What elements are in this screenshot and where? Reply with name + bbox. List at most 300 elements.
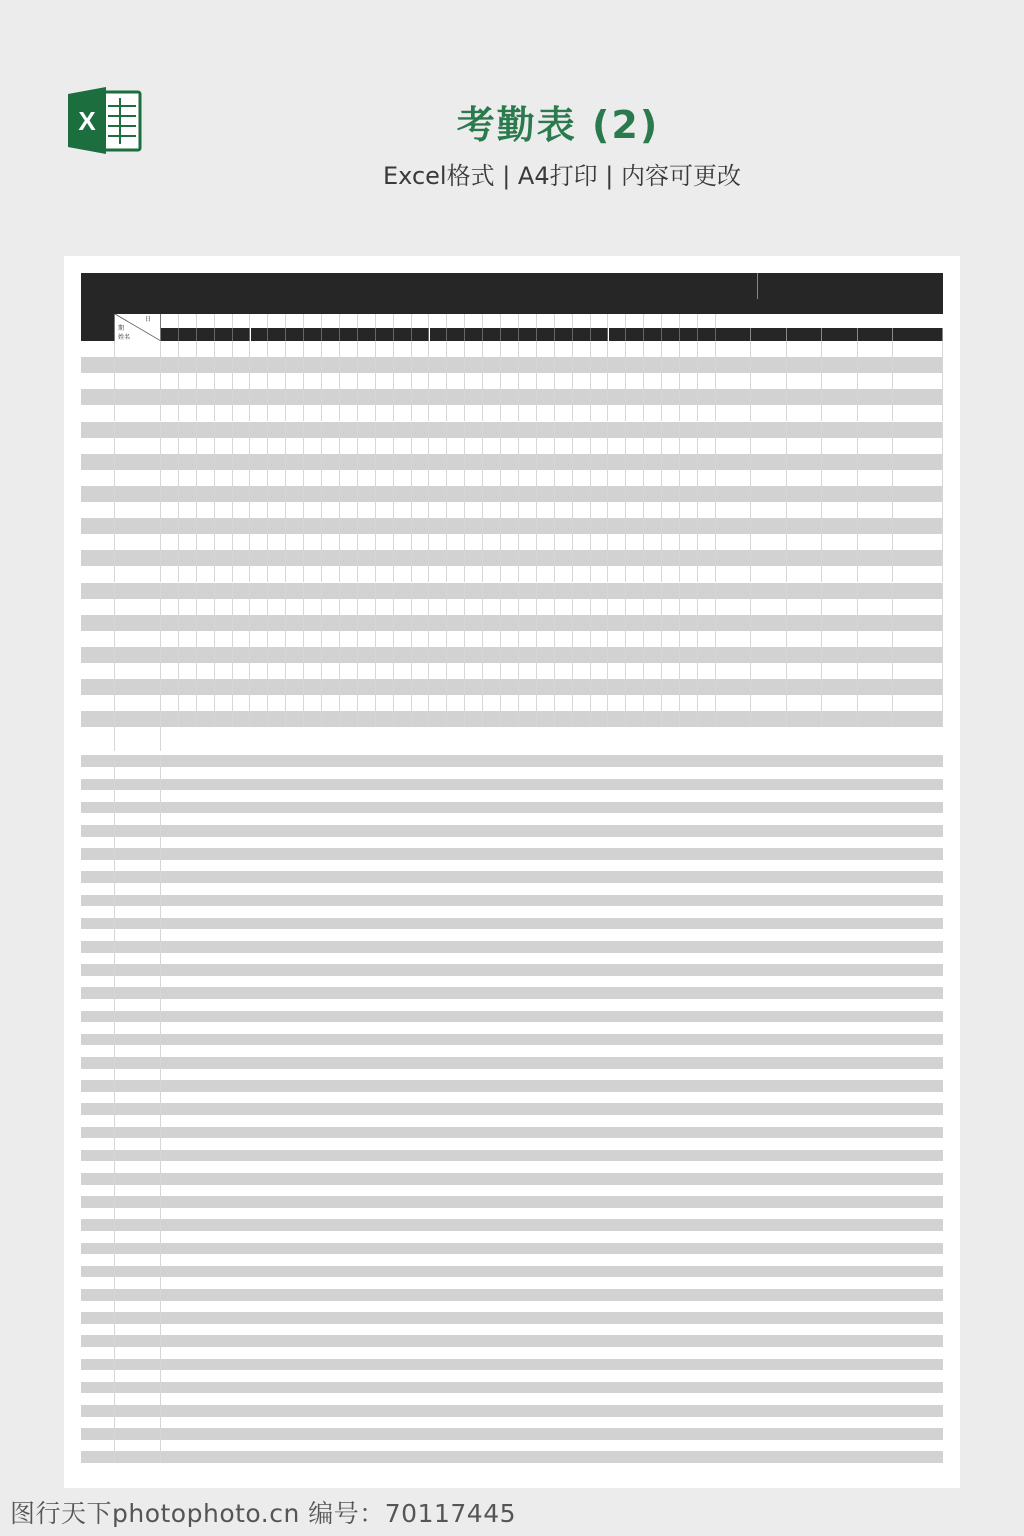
- attendance-mark[interactable]: [626, 422, 644, 438]
- attendance-mark[interactable]: [340, 534, 358, 550]
- attendance-mark[interactable]: [197, 534, 215, 550]
- attendance-mark[interactable]: [197, 341, 215, 357]
- attendance-mark[interactable]: [179, 389, 197, 405]
- attendance-mark[interactable]: [233, 711, 251, 727]
- attendance-mark[interactable]: [537, 389, 555, 405]
- attendance-mark[interactable]: [591, 357, 609, 373]
- attendance-mark[interactable]: [161, 389, 179, 405]
- attendance-mark[interactable]: [412, 550, 430, 566]
- attendance-mark[interactable]: [644, 647, 662, 663]
- attendance-mark[interactable]: [215, 599, 233, 615]
- attendance-mark[interactable]: [251, 583, 269, 599]
- attendance-mark[interactable]: [501, 357, 519, 373]
- attendance-mark[interactable]: [376, 341, 394, 357]
- attendance-mark[interactable]: [483, 679, 501, 695]
- attendance-mark[interactable]: [626, 599, 644, 615]
- attendance-mark[interactable]: [322, 647, 340, 663]
- attendance-mark[interactable]: [358, 486, 376, 502]
- attendance-mark[interactable]: [483, 615, 501, 631]
- attendance-mark[interactable]: [376, 599, 394, 615]
- attendance-mark[interactable]: [197, 615, 215, 631]
- attendance-mark[interactable]: [251, 470, 269, 486]
- attendance-mark[interactable]: [304, 486, 322, 502]
- attendance-mark[interactable]: [465, 615, 483, 631]
- attendance-mark[interactable]: [251, 373, 269, 389]
- attendance-mark[interactable]: [573, 695, 591, 711]
- attendance-mark[interactable]: [233, 615, 251, 631]
- attendance-mark[interactable]: [197, 647, 215, 663]
- attendance-mark[interactable]: [519, 583, 537, 599]
- attendance-mark[interactable]: [430, 583, 448, 599]
- attendance-mark[interactable]: [537, 583, 555, 599]
- attendance-mark[interactable]: [197, 357, 215, 373]
- attendance-mark[interactable]: [447, 583, 465, 599]
- attendance-mark[interactable]: [662, 615, 680, 631]
- attendance-mark[interactable]: [304, 663, 322, 679]
- attendance-mark[interactable]: [161, 438, 179, 454]
- attendance-mark[interactable]: [519, 695, 537, 711]
- attendance-mark[interactable]: [483, 566, 501, 582]
- attendance-mark[interactable]: [519, 357, 537, 373]
- attendance-mark[interactable]: [447, 647, 465, 663]
- attendance-mark[interactable]: [483, 373, 501, 389]
- attendance-mark[interactable]: [555, 679, 573, 695]
- attendance-mark[interactable]: [251, 647, 269, 663]
- attendance-mark[interactable]: [501, 454, 519, 470]
- attendance-mark[interactable]: [501, 502, 519, 518]
- attendance-mark[interactable]: [662, 566, 680, 582]
- attendance-mark[interactable]: [268, 486, 286, 502]
- row-name[interactable]: [115, 341, 161, 357]
- attendance-mark[interactable]: [573, 534, 591, 550]
- attendance-mark[interactable]: [304, 679, 322, 695]
- attendance-mark[interactable]: [268, 583, 286, 599]
- attendance-mark[interactable]: [233, 454, 251, 470]
- attendance-mark[interactable]: [465, 389, 483, 405]
- attendance-mark[interactable]: [483, 341, 501, 357]
- attendance-mark[interactable]: [340, 647, 358, 663]
- attendance-mark[interactable]: [430, 518, 448, 534]
- attendance-mark[interactable]: [412, 405, 430, 421]
- attendance-mark[interactable]: [519, 502, 537, 518]
- attendance-mark[interactable]: [644, 711, 662, 727]
- attendance-mark[interactable]: [161, 647, 179, 663]
- attendance-mark[interactable]: [609, 583, 627, 599]
- attendance-mark[interactable]: [662, 599, 680, 615]
- attendance-mark[interactable]: [376, 663, 394, 679]
- attendance-mark[interactable]: [519, 631, 537, 647]
- attendance-mark[interactable]: [394, 647, 412, 663]
- attendance-mark[interactable]: [537, 711, 555, 727]
- attendance-mark[interactable]: [340, 341, 358, 357]
- attendance-mark[interactable]: [609, 550, 627, 566]
- attendance-mark[interactable]: [644, 695, 662, 711]
- attendance-mark[interactable]: [555, 422, 573, 438]
- attendance-mark[interactable]: [161, 405, 179, 421]
- attendance-mark[interactable]: [465, 695, 483, 711]
- attendance-mark[interactable]: [286, 583, 304, 599]
- attendance-mark[interactable]: [394, 454, 412, 470]
- attendance-mark[interactable]: [322, 631, 340, 647]
- attendance-mark[interactable]: [340, 550, 358, 566]
- attendance-mark[interactable]: [340, 486, 358, 502]
- attendance-mark[interactable]: [322, 373, 340, 389]
- attendance-mark[interactable]: [698, 695, 716, 711]
- attendance-mark[interactable]: [215, 405, 233, 421]
- attendance-mark[interactable]: [555, 663, 573, 679]
- attendance-mark[interactable]: [161, 486, 179, 502]
- attendance-mark[interactable]: [340, 566, 358, 582]
- attendance-mark[interactable]: [197, 405, 215, 421]
- attendance-mark[interactable]: [501, 341, 519, 357]
- attendance-mark[interactable]: [179, 486, 197, 502]
- attendance-mark[interactable]: [268, 695, 286, 711]
- attendance-mark[interactable]: [197, 486, 215, 502]
- attendance-mark[interactable]: [304, 550, 322, 566]
- attendance-mark[interactable]: [519, 663, 537, 679]
- attendance-mark[interactable]: [591, 663, 609, 679]
- attendance-mark[interactable]: [268, 647, 286, 663]
- attendance-mark[interactable]: [591, 679, 609, 695]
- attendance-mark[interactable]: [537, 518, 555, 534]
- attendance-mark[interactable]: [537, 550, 555, 566]
- attendance-mark[interactable]: [555, 534, 573, 550]
- attendance-mark[interactable]: [465, 341, 483, 357]
- attendance-mark[interactable]: [609, 679, 627, 695]
- attendance-mark[interactable]: [322, 341, 340, 357]
- attendance-mark[interactable]: [626, 518, 644, 534]
- attendance-mark[interactable]: [447, 518, 465, 534]
- attendance-mark[interactable]: [197, 550, 215, 566]
- attendance-mark[interactable]: [662, 486, 680, 502]
- attendance-mark[interactable]: [430, 373, 448, 389]
- attendance-mark[interactable]: [376, 470, 394, 486]
- attendance-mark[interactable]: [179, 615, 197, 631]
- attendance-mark[interactable]: [358, 615, 376, 631]
- attendance-mark[interactable]: [412, 711, 430, 727]
- attendance-mark[interactable]: [376, 422, 394, 438]
- attendance-mark[interactable]: [698, 438, 716, 454]
- attendance-mark[interactable]: [430, 550, 448, 566]
- attendance-mark[interactable]: [447, 599, 465, 615]
- attendance-mark[interactable]: [501, 470, 519, 486]
- attendance-mark[interactable]: [304, 357, 322, 373]
- attendance-mark[interactable]: [412, 486, 430, 502]
- attendance-mark[interactable]: [286, 615, 304, 631]
- attendance-mark[interactable]: [573, 566, 591, 582]
- attendance-mark[interactable]: [233, 438, 251, 454]
- attendance-mark[interactable]: [340, 518, 358, 534]
- attendance-mark[interactable]: [161, 341, 179, 357]
- attendance-mark[interactable]: [322, 518, 340, 534]
- attendance-mark[interactable]: [268, 470, 286, 486]
- attendance-mark[interactable]: [447, 470, 465, 486]
- attendance-mark[interactable]: [215, 502, 233, 518]
- attendance-mark[interactable]: [698, 679, 716, 695]
- attendance-mark[interactable]: [555, 486, 573, 502]
- attendance-mark[interactable]: [197, 663, 215, 679]
- attendance-mark[interactable]: [251, 341, 269, 357]
- attendance-mark[interactable]: [322, 422, 340, 438]
- attendance-mark[interactable]: [412, 631, 430, 647]
- attendance-mark[interactable]: [286, 695, 304, 711]
- attendance-mark[interactable]: [340, 357, 358, 373]
- attendance-mark[interactable]: [358, 454, 376, 470]
- attendance-mark[interactable]: [537, 534, 555, 550]
- attendance-mark[interactable]: [609, 405, 627, 421]
- attendance-mark[interactable]: [268, 518, 286, 534]
- attendance-mark[interactable]: [304, 647, 322, 663]
- attendance-mark[interactable]: [251, 357, 269, 373]
- attendance-mark[interactable]: [698, 663, 716, 679]
- attendance-mark[interactable]: [698, 389, 716, 405]
- attendance-mark[interactable]: [483, 534, 501, 550]
- attendance-mark[interactable]: [215, 454, 233, 470]
- attendance-mark[interactable]: [698, 502, 716, 518]
- attendance-mark[interactable]: [268, 566, 286, 582]
- attendance-mark[interactable]: [501, 566, 519, 582]
- attendance-mark[interactable]: [286, 422, 304, 438]
- attendance-mark[interactable]: [519, 405, 537, 421]
- attendance-mark[interactable]: [268, 631, 286, 647]
- attendance-mark[interactable]: [376, 486, 394, 502]
- attendance-mark[interactable]: [394, 566, 412, 582]
- attendance-mark[interactable]: [394, 631, 412, 647]
- attendance-mark[interactable]: [573, 357, 591, 373]
- attendance-mark[interactable]: [447, 454, 465, 470]
- attendance-mark[interactable]: [394, 679, 412, 695]
- attendance-mark[interactable]: [251, 550, 269, 566]
- attendance-mark[interactable]: [680, 663, 698, 679]
- attendance-mark[interactable]: [662, 711, 680, 727]
- attendance-mark[interactable]: [251, 405, 269, 421]
- attendance-mark[interactable]: [465, 486, 483, 502]
- row-name[interactable]: [115, 454, 161, 470]
- attendance-mark[interactable]: [609, 631, 627, 647]
- row-name[interactable]: [115, 470, 161, 486]
- attendance-mark[interactable]: [179, 695, 197, 711]
- attendance-mark[interactable]: [430, 389, 448, 405]
- attendance-mark[interactable]: [591, 647, 609, 663]
- attendance-mark[interactable]: [519, 679, 537, 695]
- attendance-mark[interactable]: [573, 486, 591, 502]
- attendance-mark[interactable]: [483, 405, 501, 421]
- attendance-mark[interactable]: [179, 373, 197, 389]
- attendance-mark[interactable]: [644, 373, 662, 389]
- attendance-mark[interactable]: [286, 566, 304, 582]
- attendance-mark[interactable]: [286, 373, 304, 389]
- attendance-mark[interactable]: [268, 599, 286, 615]
- attendance-mark[interactable]: [537, 663, 555, 679]
- attendance-mark[interactable]: [465, 454, 483, 470]
- attendance-mark[interactable]: [215, 373, 233, 389]
- attendance-mark[interactable]: [555, 711, 573, 727]
- attendance-mark[interactable]: [304, 615, 322, 631]
- attendance-mark[interactable]: [233, 599, 251, 615]
- attendance-mark[interactable]: [340, 615, 358, 631]
- attendance-mark[interactable]: [501, 389, 519, 405]
- attendance-mark[interactable]: [680, 389, 698, 405]
- row-name[interactable]: [115, 583, 161, 599]
- attendance-mark[interactable]: [680, 341, 698, 357]
- attendance-mark[interactable]: [698, 711, 716, 727]
- row-name[interactable]: [115, 695, 161, 711]
- attendance-mark[interactable]: [501, 679, 519, 695]
- attendance-mark[interactable]: [376, 647, 394, 663]
- attendance-mark[interactable]: [394, 438, 412, 454]
- attendance-mark[interactable]: [376, 389, 394, 405]
- attendance-mark[interactable]: [519, 518, 537, 534]
- attendance-mark[interactable]: [644, 583, 662, 599]
- row-name[interactable]: [115, 566, 161, 582]
- attendance-mark[interactable]: [179, 405, 197, 421]
- attendance-mark[interactable]: [197, 631, 215, 647]
- attendance-mark[interactable]: [268, 679, 286, 695]
- attendance-mark[interactable]: [412, 470, 430, 486]
- attendance-mark[interactable]: [286, 631, 304, 647]
- attendance-mark[interactable]: [268, 438, 286, 454]
- attendance-mark[interactable]: [680, 470, 698, 486]
- attendance-mark[interactable]: [519, 438, 537, 454]
- attendance-mark[interactable]: [447, 422, 465, 438]
- attendance-mark[interactable]: [483, 583, 501, 599]
- attendance-mark[interactable]: [340, 389, 358, 405]
- attendance-mark[interactable]: [591, 518, 609, 534]
- attendance-mark[interactable]: [358, 422, 376, 438]
- attendance-mark[interactable]: [519, 534, 537, 550]
- attendance-mark[interactable]: [626, 615, 644, 631]
- attendance-mark[interactable]: [358, 518, 376, 534]
- attendance-mark[interactable]: [537, 486, 555, 502]
- attendance-mark[interactable]: [698, 631, 716, 647]
- attendance-mark[interactable]: [465, 405, 483, 421]
- attendance-mark[interactable]: [286, 389, 304, 405]
- attendance-mark[interactable]: [215, 389, 233, 405]
- attendance-mark[interactable]: [680, 486, 698, 502]
- attendance-mark[interactable]: [215, 486, 233, 502]
- attendance-mark[interactable]: [304, 454, 322, 470]
- attendance-mark[interactable]: [537, 647, 555, 663]
- row-name[interactable]: [115, 422, 161, 438]
- attendance-mark[interactable]: [609, 470, 627, 486]
- attendance-mark[interactable]: [233, 373, 251, 389]
- attendance-mark[interactable]: [251, 454, 269, 470]
- attendance-mark[interactable]: [358, 357, 376, 373]
- attendance-mark[interactable]: [340, 373, 358, 389]
- attendance-mark[interactable]: [197, 711, 215, 727]
- attendance-mark[interactable]: [573, 583, 591, 599]
- attendance-mark[interactable]: [286, 518, 304, 534]
- attendance-mark[interactable]: [412, 583, 430, 599]
- attendance-mark[interactable]: [376, 373, 394, 389]
- attendance-mark[interactable]: [555, 631, 573, 647]
- attendance-mark[interactable]: [268, 422, 286, 438]
- attendance-mark[interactable]: [161, 631, 179, 647]
- row-name[interactable]: [115, 486, 161, 502]
- attendance-mark[interactable]: [483, 631, 501, 647]
- row-name[interactable]: [115, 518, 161, 534]
- attendance-mark[interactable]: [609, 647, 627, 663]
- attendance-mark[interactable]: [591, 454, 609, 470]
- attendance-mark[interactable]: [215, 711, 233, 727]
- attendance-mark[interactable]: [340, 422, 358, 438]
- attendance-mark[interactable]: [179, 454, 197, 470]
- attendance-mark[interactable]: [233, 631, 251, 647]
- attendance-mark[interactable]: [268, 341, 286, 357]
- attendance-mark[interactable]: [215, 663, 233, 679]
- attendance-mark[interactable]: [680, 357, 698, 373]
- attendance-mark[interactable]: [322, 583, 340, 599]
- attendance-mark[interactable]: [537, 615, 555, 631]
- attendance-mark[interactable]: [573, 518, 591, 534]
- attendance-mark[interactable]: [662, 454, 680, 470]
- attendance-mark[interactable]: [573, 422, 591, 438]
- attendance-mark[interactable]: [233, 550, 251, 566]
- attendance-mark[interactable]: [555, 550, 573, 566]
- attendance-mark[interactable]: [268, 357, 286, 373]
- attendance-mark[interactable]: [483, 518, 501, 534]
- attendance-mark[interactable]: [555, 454, 573, 470]
- attendance-mark[interactable]: [519, 599, 537, 615]
- attendance-mark[interactable]: [251, 711, 269, 727]
- attendance-mark[interactable]: [412, 679, 430, 695]
- attendance-mark[interactable]: [680, 583, 698, 599]
- attendance-mark[interactable]: [698, 357, 716, 373]
- attendance-mark[interactable]: [609, 357, 627, 373]
- attendance-mark[interactable]: [394, 695, 412, 711]
- attendance-mark[interactable]: [215, 583, 233, 599]
- attendance-mark[interactable]: [644, 599, 662, 615]
- attendance-mark[interactable]: [698, 405, 716, 421]
- attendance-mark[interactable]: [233, 518, 251, 534]
- attendance-mark[interactable]: [304, 695, 322, 711]
- attendance-mark[interactable]: [680, 695, 698, 711]
- attendance-mark[interactable]: [465, 583, 483, 599]
- attendance-mark[interactable]: [591, 583, 609, 599]
- attendance-mark[interactable]: [412, 341, 430, 357]
- attendance-mark[interactable]: [215, 566, 233, 582]
- row-name[interactable]: [115, 405, 161, 421]
- attendance-mark[interactable]: [394, 357, 412, 373]
- attendance-mark[interactable]: [233, 647, 251, 663]
- attendance-mark[interactable]: [161, 695, 179, 711]
- attendance-mark[interactable]: [215, 534, 233, 550]
- attendance-mark[interactable]: [358, 373, 376, 389]
- attendance-mark[interactable]: [465, 422, 483, 438]
- attendance-mark[interactable]: [358, 502, 376, 518]
- attendance-mark[interactable]: [197, 422, 215, 438]
- attendance-mark[interactable]: [698, 373, 716, 389]
- attendance-mark[interactable]: [394, 502, 412, 518]
- attendance-mark[interactable]: [465, 470, 483, 486]
- attendance-mark[interactable]: [447, 486, 465, 502]
- attendance-mark[interactable]: [662, 389, 680, 405]
- attendance-mark[interactable]: [555, 438, 573, 454]
- row-name[interactable]: [115, 631, 161, 647]
- attendance-mark[interactable]: [179, 583, 197, 599]
- attendance-mark[interactable]: [519, 422, 537, 438]
- attendance-mark[interactable]: [609, 534, 627, 550]
- attendance-mark[interactable]: [197, 470, 215, 486]
- attendance-mark[interactable]: [447, 695, 465, 711]
- attendance-mark[interactable]: [537, 566, 555, 582]
- attendance-mark[interactable]: [555, 615, 573, 631]
- attendance-mark[interactable]: [197, 438, 215, 454]
- attendance-mark[interactable]: [591, 566, 609, 582]
- attendance-mark[interactable]: [501, 615, 519, 631]
- attendance-mark[interactable]: [304, 711, 322, 727]
- attendance-mark[interactable]: [680, 438, 698, 454]
